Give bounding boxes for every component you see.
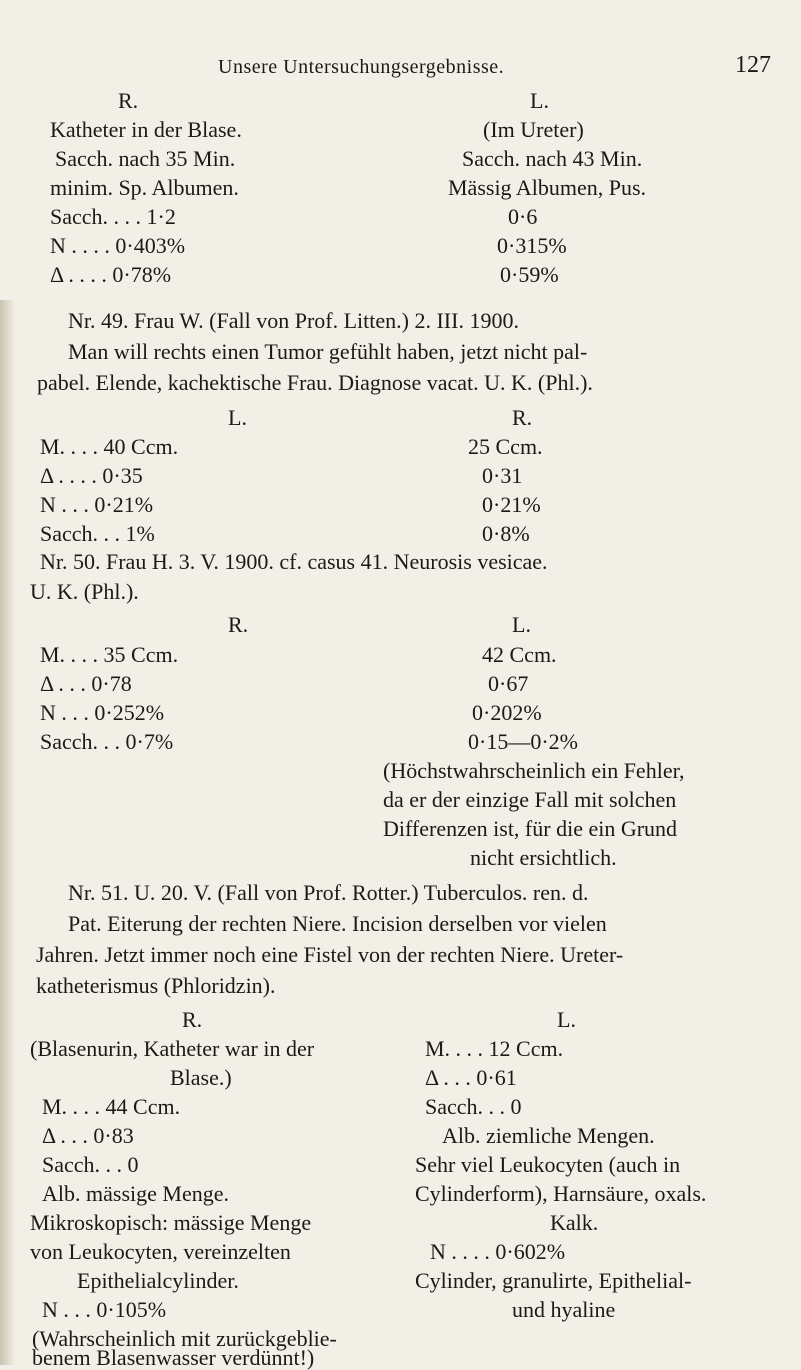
text-line: Blase.): [170, 1065, 232, 1090]
text-line: Δ . . . . 0·78%: [50, 262, 172, 287]
col-header-r: R.: [228, 612, 249, 637]
paragraph-line: U. K. (Phl.).: [30, 579, 139, 604]
text-line: Sehr viel Leukocyten (auch in: [415, 1152, 681, 1177]
paragraph-line: katheterismus (Phloridzin).: [36, 973, 276, 998]
text-line: Δ . . . 0·83: [42, 1123, 134, 1148]
text-line: Kalk.: [550, 1210, 599, 1235]
table-row-label: N . . . 0·21%: [40, 492, 154, 517]
note-line: Differenzen ist, für die ein Grund: [383, 816, 678, 841]
text-line: Alb. ziemliche Mengen.: [442, 1123, 655, 1148]
table-cell: 0·202%: [472, 700, 542, 725]
text-line: Epithelialcylinder.: [77, 1268, 239, 1293]
table-row-label: M. . . . 40 Ccm.: [40, 434, 179, 459]
paragraph-line: Jahren. Jetzt immer noch eine Fistel von der rechten Niere. Ureter-: [36, 942, 624, 967]
text-line: Δ . . . 0·61: [425, 1065, 517, 1090]
text-line: minim. Sp. Albumen.: [50, 175, 239, 200]
running-title: Unsere Untersuchungsergebnisse.: [218, 56, 505, 78]
text-line: Sacch. nach 43 Min.: [462, 146, 643, 171]
text-line: N . . . . 0·602%: [430, 1239, 566, 1264]
text-line: N . . . . 0·403%: [50, 233, 186, 258]
paragraph-line: Man will rechts einen Tumor gefühlt haben, jetzt nicht pal-: [68, 339, 588, 364]
paragraph-line: Pat. Eiterung der rechten Niere. Incision derselben vor vielen: [68, 911, 607, 936]
text-line: (Wahrscheinlich mit zurückgeblie-: [32, 1326, 337, 1351]
table-row-label: Δ . . . . 0·35: [40, 463, 143, 488]
text-line: M. . . . 12 Ccm.: [425, 1036, 564, 1061]
note-line: (Höchstwahrscheinlich ein Fehler,: [383, 758, 685, 783]
text-line: Katheter in der Blase.: [50, 117, 242, 142]
col-header-r: R.: [512, 405, 533, 430]
table-cell: 42 Ccm.: [482, 642, 557, 667]
text-line: und hyaline: [512, 1297, 616, 1322]
col-header-l: L.: [228, 405, 247, 430]
note-line: nicht ersichtlich.: [470, 845, 617, 870]
col-header-l: L.: [557, 1007, 576, 1032]
table-row-label: Sacch. . . 0·7%: [40, 729, 174, 754]
table-row-label: N . . . 0·252%: [40, 700, 165, 725]
table-row-label: Δ . . . 0·78: [40, 671, 132, 696]
text-line: 0·59%: [500, 262, 559, 287]
text-line: Sacch. . . 0: [42, 1152, 139, 1177]
table-row-label: M. . . . 35 Ccm.: [40, 642, 179, 667]
table-row-label: Sacch. . . 1%: [40, 521, 155, 546]
text-line: (Blasenurin, Katheter war in der: [30, 1036, 315, 1061]
col-header-r: R.: [118, 88, 139, 113]
text-line: N . . . 0·105%: [42, 1297, 167, 1322]
case-heading: Nr. 49. Frau W. (Fall von Prof. Litten.) 2. III. 1900.: [68, 308, 519, 333]
page-number: 127: [735, 52, 771, 78]
col-header-l: L.: [512, 612, 531, 637]
text-line: Mikroskopisch: mässige Menge: [30, 1210, 312, 1235]
text-line: Sacch. . . . 1·2: [50, 204, 176, 229]
table-cell: 0·15—0·2%: [468, 729, 578, 754]
col-header-l: L.: [530, 88, 549, 113]
col-header-r: R.: [182, 1007, 203, 1032]
text-line: 0·6: [508, 204, 538, 229]
text-line: Mässig Albumen, Pus.: [448, 175, 647, 200]
note-line: da er der einzige Fall mit solchen: [383, 787, 677, 812]
case-heading: Nr. 50. Frau H. 3. V. 1900. cf. casus 41. Neurosis vesicae.: [40, 549, 548, 574]
paragraph-line: pabel. Elende, kachektische Frau. Diagnose vacat. U. K. (Phl.).: [37, 370, 593, 395]
text-line: Alb. mässige Menge.: [42, 1181, 229, 1206]
text-line: (Im Ureter): [483, 117, 584, 142]
page-spine-shadow: [0, 300, 16, 1365]
table-cell: 0·67: [488, 671, 529, 696]
text-line: 0·315%: [497, 233, 567, 258]
text-line: Cylinderform), Harnsäure, oxals.: [415, 1181, 707, 1206]
text-line: von Leukocyten, vereinzelten: [30, 1239, 291, 1264]
text-line: M. . . . 44 Ccm.: [42, 1094, 181, 1119]
text-line: Sacch. . . 0: [425, 1094, 522, 1119]
text-line: Sacch. nach 35 Min.: [55, 146, 236, 171]
table-cell: 0·31: [482, 463, 523, 488]
text-line: Cylinder, granulirte, Epithelial-: [415, 1268, 692, 1293]
text-line: benem Blasenwasser verdünnt!): [32, 1345, 315, 1370]
table-cell: 0·21%: [482, 492, 541, 517]
table-cell: 25 Ccm.: [468, 434, 543, 459]
table-cell: 0·8%: [482, 521, 530, 546]
case-heading: Nr. 51. U. 20. V. (Fall von Prof. Rotter.) Tuberculos. ren. d.: [68, 880, 589, 905]
